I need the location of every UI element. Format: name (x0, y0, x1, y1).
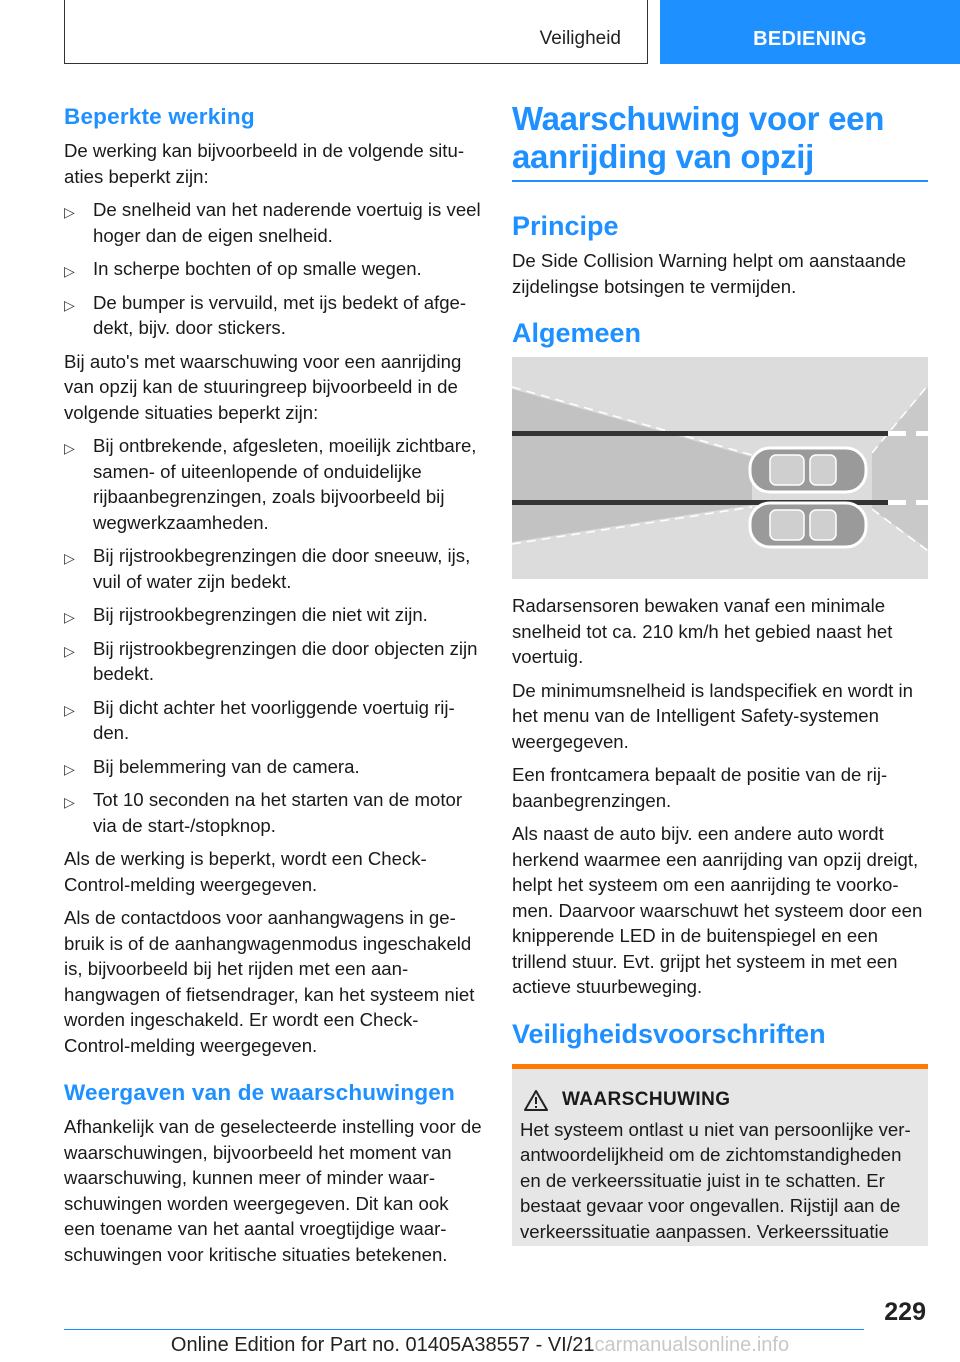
triangle-bullet-icon: ▷ (64, 760, 75, 777)
paragraph: Als de werking is beperkt, wordt een Check-Control-melding weergegeven. (64, 848, 427, 895)
warning-triangle-icon (524, 1089, 548, 1111)
header-section-title: Veiligheid (539, 28, 621, 49)
triangle-bullet-icon: ▷ (64, 296, 75, 313)
paragraph: De Side Collision Warning helpt om aanstaande zijdelingse botsingen te vermijden. (512, 250, 907, 297)
car-icon (750, 503, 866, 547)
triangle-bullet-icon: ▷ (64, 263, 75, 279)
bullet-list-2 (64, 433, 482, 838)
triangle-bullet-icon: ▷ (64, 642, 75, 659)
paragraph: De minimumsnelheid is landspecifiek en wordt in het menu van de Intelligent Safety-systemen weergegeven. (512, 679, 913, 752)
list-item: ▷ Bij rijstrookbegrenzingen die door sneeuw, ijs, vuil of water zijn bedekt. (64, 545, 471, 592)
triangle-bullet-icon: ▷ (64, 204, 75, 220)
paragraph: Bij auto's met waarschuwing voor een aanrijding van opzij kan de stuuringreep bijvoorbeeld in de volgende situaties beperkt zijn: (64, 350, 462, 423)
paragraph: Een frontcamera bepaalt de positie van de rijbaanbegrenzingen. (512, 764, 888, 811)
watermark: carmanualsonline.info (594, 1334, 790, 1356)
list-item: ▷ Bij rijstrookbegrenzingen die door objecten zijn bedekt. (64, 637, 478, 684)
list-item: ▷ De bumper is vervuild, met ijs bedekt of afgedekt, bijv. door stickers. (64, 291, 467, 338)
bullet-list-1 (64, 197, 482, 341)
left-column (64, 100, 482, 1275)
triangle-bullet-icon: ▷ (64, 550, 75, 566)
car-icon (750, 448, 866, 492)
heading-algemeen: Algemeen (512, 318, 642, 348)
list-item: ▷ Bij ontbrekende, afgesleten, moeilijk zichtbare, samen- of uiteenlopende of onduidelijke rijbaanbegrenzingen, zoals bijvoorbeeld bij wegwerkzaamheden. (64, 435, 477, 533)
list-item: ▷ De snelheid van het naderende voertuig is veel hoger dan de eigen snelheid. (64, 199, 481, 246)
list-item: ▷ In scherpe bochten of op smalle wegen. (64, 256, 482, 282)
header-section-box (64, 0, 648, 64)
heading-beperkte-werking: Beperkte werking (64, 104, 255, 129)
warning-title: WAARSCHUWING (520, 1089, 920, 1111)
heading-divider (512, 180, 928, 182)
warning-text: Het systeem ontlast u niet van persoonlijke verantwoordelijkheid om de zichtomstandigheden en de verkeerssituatie juist in te schatten. Er bestaat gevaar voor ongevallen. Rijstijl aan de verkeerssituatie aanpassen. Verkeerssituatie (520, 1118, 911, 1242)
triangle-bullet-icon: ▷ (64, 794, 75, 810)
header-chapter-tab (660, 0, 960, 64)
warning-box (512, 1064, 928, 1247)
list-item: ▷ Bij dicht achter het voorliggende voertuig rijden. (64, 696, 455, 743)
heading-veiligheidsvoorschriften: Veiligheidsvoorschriften (512, 1018, 826, 1049)
list-item: ▷ Bij rijstrookbegrenzingen die niet wit zijn. (64, 602, 482, 628)
heading-principe: Principe (512, 211, 619, 241)
main-heading: Waarschuwing voor een aanrijding van opzij (512, 100, 885, 175)
page-number: 229 (884, 1298, 926, 1326)
paragraph: Als de contactdoos voor aanhangwagens in gebruik is of de aanhangwagenmodus ingeschakeld is, bijvoorbeeld bij het rijden met een aanhangwagen of fietsendrager, kan het systeem niet worden ingeschakeld. Er wordt een Check-Control-melding weergegeven. (64, 907, 475, 1056)
radar-coverage-diagram (512, 357, 928, 579)
right-column (512, 100, 928, 1246)
footer-divider (64, 1329, 864, 1330)
header-chapter-label: BEDIENING (753, 28, 867, 50)
paragraph: De werking kan bijvoorbeeld in de volgende situaties beperkt zijn: (64, 140, 465, 187)
triangle-bullet-icon: ▷ (64, 701, 75, 718)
triangle-bullet-icon: ▷ (64, 609, 75, 625)
paragraph: Radarsensoren bewaken vanaf een minimale snelheid tot ca. 210 km/h het gebied naast het voertuig. (512, 595, 893, 667)
edition-text: Online Edition for Part no. 01405A38557 - VI/21 (170, 1334, 595, 1356)
paragraph: Afhankelijk van de geselecteerde instelling voor de waarschuwingen, bijvoorbeeld het moment van waarschuwing, kunnen meer of minder waarschuwingen worden weergegeven. Dit kan ook een toename van het aantal vroegtijdige waarschuwingen voor kritische situaties betekenen. (64, 1116, 482, 1265)
triangle-bullet-icon: ▷ (64, 440, 75, 456)
paragraph: Als naast de auto bijv. een andere auto wordt herkend waarmee een aanrijding van opzij dreigt, helpt het systeem om een aanrijding te voorkomen. Daarvoor waarschuwt het systeem door een knipperende LED in de buitenspiegel en een trillend stuur. Evt. grijpt het systeem in met een actieve stuurbeweging. (512, 823, 923, 997)
list-item: ▷ Bij belemmering van de camera. (64, 754, 482, 780)
heading-weergaven: Weergaven van de waarschuwingen (64, 1080, 455, 1105)
list-item: ▷ Tot 10 seconden na het starten van de motor via de start-/stopknop. (64, 789, 463, 836)
footer (0, 1334, 960, 1357)
